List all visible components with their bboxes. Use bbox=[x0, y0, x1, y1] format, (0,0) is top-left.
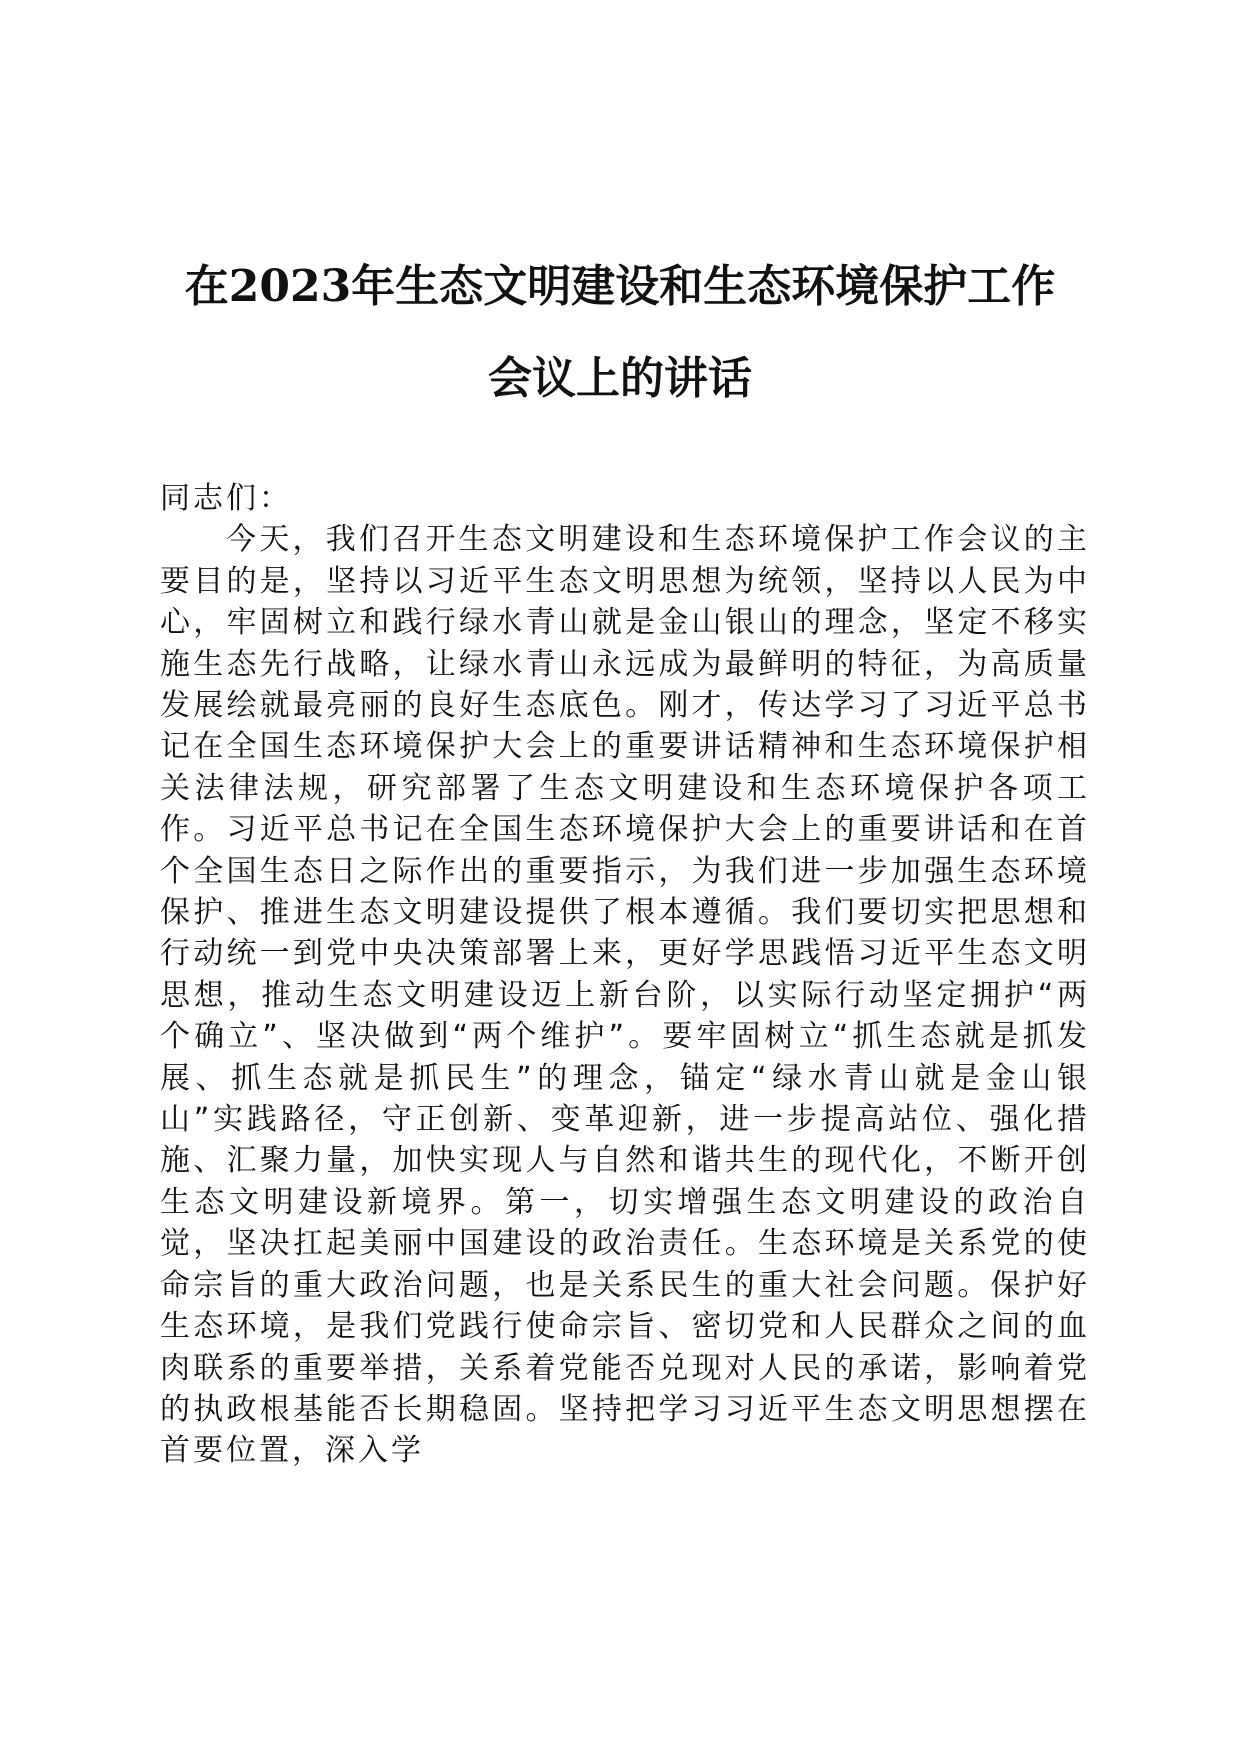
title-line-1: 在2023年生态文明建设和生态环境保护工作 bbox=[184, 261, 1056, 312]
title-line-2: 会议上的讲话 bbox=[488, 353, 752, 404]
paragraph: 今天，我们召开生态文明建设和生态环境保护工作会议的主要目的是，坚持以习近平生态文明思想为统领，坚持以人民为中心，牢固树立和践行绿水青山就是金山银山的理念，坚定不移实施生态先行战略，让绿水青山永远成为最鲜明的特征，为高质量发展绘就最亮丽的良好生态底色。刚才，传达学习了习近平总书记在全国生态环境保护大会上的重要讲话精神和生态环境保护相关法律法规，研究部署了生态文明建设和生态环境保护各项工作。习近平总书记在全国生态环境保护大会上的重要讲话和在首个全国生态日之际作出的重要指示，为我们进一步加强生态环境保护、推进生态文明建设提供了根本遵循。我们要切实把思想和行动统一到党中央决策部署上来，更好学思践悟习近平生态文明思想，推动生态文明建设迈上新台阶，以实际行动坚定拥护“两个确立”、坚决做到“两个维护”。要牢固树立“抓生态就是抓发展、抓生态就是抓民生”的理念，锚定“绿水青山就是金山银山”实践路径，守正创新、变革迎新，进一步提高站位、强化措施、汇聚力量，加快实现人与自然和谐共生的现代化，不断开创生态文明建设新境界。第一，切实增强生态文明建设的政治自觉，坚决扛起美丽中国建设的政治责任。生态环境是关系党的使命宗旨的重大政治问题，也是关系民生的重大社会问题。保护好生态环境，是我们党践行使命宗旨、密切党和人民群众之间的血肉联系的重要举措，关系着党能否兑现对人民的承诺，影响着党的执政根基能否长期稳固。坚持把学习习近平生态文明思想摆在首要位置，深入学 bbox=[160, 522, 1090, 1469]
speech-body bbox=[160, 478, 1090, 1472]
greeting: 同志们： bbox=[160, 481, 292, 516]
